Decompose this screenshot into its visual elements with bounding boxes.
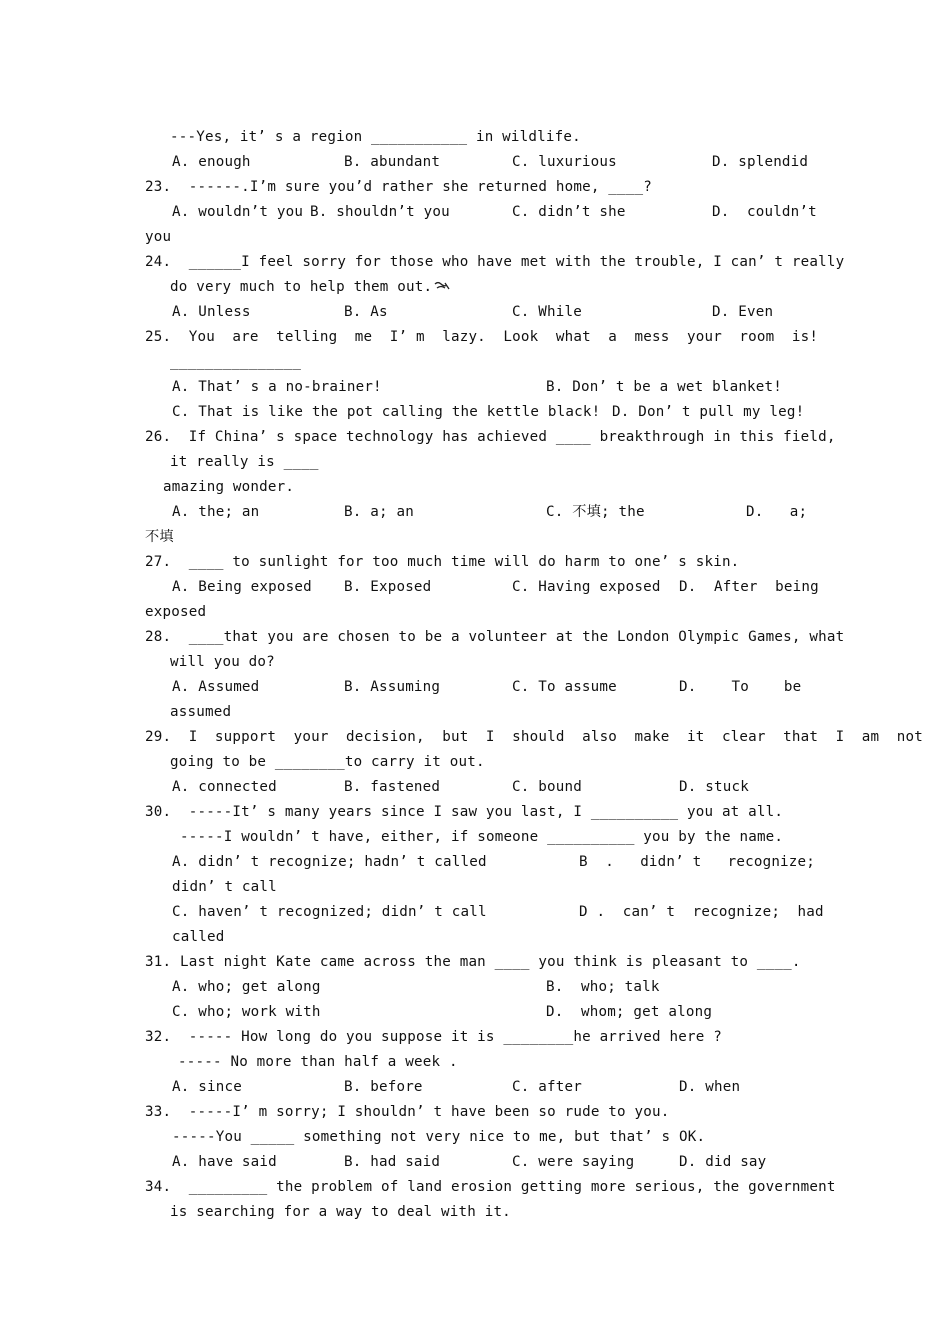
q30-option-b: B . didn’ t recognize; [579, 854, 816, 870]
q31-option-a: A. who; get along [172, 979, 321, 995]
q26-stem-cont2: amazing wonder. [163, 479, 295, 495]
q29-option-b: B. fastened [344, 779, 441, 795]
q31-option-d: D. whom; get along [546, 1004, 713, 1020]
q25-blank: _______________ [170, 354, 302, 370]
q30-stem: 30. -----It’ s many years since I saw you last, I __________ you at all. [145, 804, 784, 820]
q30-option-d-cont: called [172, 929, 225, 945]
q30-option-a: A. didn’ t recognize; hadn’ t called [172, 854, 487, 870]
q23-option-b: B. shouldn’t you [310, 204, 450, 220]
q24-option-c: C. While [512, 304, 582, 320]
q27-option-a: A. Being exposed [172, 579, 312, 595]
q28-option-d-cont: assumed [170, 704, 232, 720]
q30-option-b-cont: didn’ t call [172, 879, 277, 895]
q27-option-c: C. Having exposed [512, 579, 661, 595]
q30-option-c: C. haven’ t recognized; didn’ t call [172, 904, 487, 920]
q22-option-c: C. luxurious [512, 154, 617, 170]
q23-option-d: D. couldn’t [712, 204, 817, 220]
q25-stem: 25. You are telling me I’ m lazy. Look what a mess your room is! [145, 329, 819, 345]
q26-option-d-cont: 不填 [145, 529, 174, 545]
q29-stem-cont: going to be ________to carry it out. [170, 754, 485, 770]
q26-stem-cont: it really is ____ [170, 454, 319, 470]
q28-option-d: D. To be [679, 679, 802, 695]
q32-option-b: B. before [344, 1079, 423, 1095]
q26-option-d: D. a; [746, 504, 808, 520]
q28-option-b: B. Assuming [344, 679, 441, 695]
q22-dialogue: ---Yes, it’ s a region ___________ in wildlife. [170, 129, 581, 145]
q28-stem-cont: will you do? [170, 654, 275, 670]
q24-option-a: A. Unless [172, 304, 251, 320]
q33-stem-cont: -----You _____ something not very nice to me, but that’ s OK. [172, 1129, 706, 1145]
q33-option-c: C. were saying [512, 1154, 635, 1170]
q27-option-d-cont: exposed [145, 604, 207, 620]
q26-option-a: A. the; an [172, 504, 260, 520]
q29-option-c: C. bound [512, 779, 582, 795]
q29-stem: 29. I support your decision, but I should also make it clear that I am not [145, 729, 924, 745]
q33-option-a: A. have said [172, 1154, 277, 1170]
q22-option-d: D. splendid [712, 154, 809, 170]
q24-stem-cont [170, 277, 450, 297]
q23-option-a: A. wouldn’t you [172, 204, 304, 220]
q26-option-c: C. 不填; the [546, 504, 645, 520]
q24-option-b: B. As [344, 304, 388, 320]
q22-option-a: A. enough [172, 154, 251, 170]
q24-stem: 24. ______I feel sorry for those who have met with the trouble, I can’ t really [145, 254, 845, 270]
q28-stem: 28. ____that you are chosen to be a volunteer at the London Olympic Games, what [145, 629, 845, 645]
q22-option-b: B. abundant [344, 154, 441, 170]
q27-option-b: B. Exposed [344, 579, 432, 595]
q26-option-b: B. a; an [344, 504, 414, 520]
q29-option-a: A. connected [172, 779, 277, 795]
q32-option-d: D. when [679, 1079, 741, 1095]
q27-stem: 27. ____ to sunlight for too much time will do harm to one’ s skin. [145, 554, 740, 570]
q28-option-c: C. To assume [512, 679, 617, 695]
q31-option-c: C. who; work with [172, 1004, 321, 1020]
q30-option-d: D . can’ t recognize; had [579, 904, 824, 920]
q23-stem: 23. ------.I’m sure you’d rather she returned home, ____? [145, 179, 653, 195]
q23-option-c: C. didn’t she [512, 204, 626, 220]
q24-stem-cont-text: do very much to help them out. [170, 279, 433, 295]
q25-option-a: A. That’ s a no-brainer! [172, 379, 382, 395]
q34-stem-cont: is searching for a way to deal with it. [170, 1204, 511, 1220]
q31-option-b: B. who; talk [546, 979, 660, 995]
q32-stem: 32. ----- How long do you suppose it is ________he arrived here ? [145, 1029, 722, 1045]
q32-stem-cont: ----- No more than half a week . [178, 1054, 458, 1070]
q25-option-b: B. Don’ t be a wet blanket! [546, 379, 783, 395]
q33-stem: 33. -----I’ m sorry; I shouldn’ t have been so rude to you. [145, 1104, 670, 1120]
q32-option-c: C. after [512, 1079, 582, 1095]
q33-option-b: B. had said [344, 1154, 441, 1170]
q25-option-c: C. That is like the pot calling the kettle black! [172, 404, 601, 420]
q23-option-d-cont: you [145, 229, 172, 245]
q32-option-a: A. since [172, 1079, 242, 1095]
q26-stem: 26. If China’ s space technology has achieved ____ breakthrough in this field, [145, 429, 836, 445]
scribble-mark-icon [434, 280, 450, 292]
q30-stem-cont: -----I wouldn’ t have, either, if someone __________ you by the name. [180, 829, 784, 845]
q28-option-a: A. Assumed [172, 679, 260, 695]
q29-option-d: D. stuck [679, 779, 749, 795]
q25-option-d: D. Don’ t pull my leg! [612, 404, 805, 420]
q24-option-d: D. Even [712, 304, 774, 320]
q34-stem: 34. _________ the problem of land erosion getting more serious, the government [145, 1179, 836, 1195]
q33-option-d: D. did say [679, 1154, 767, 1170]
q27-option-d: D. After being [679, 579, 819, 595]
q31-stem: 31. Last night Kate came across the man ____ you think is pleasant to ____. [145, 954, 801, 970]
